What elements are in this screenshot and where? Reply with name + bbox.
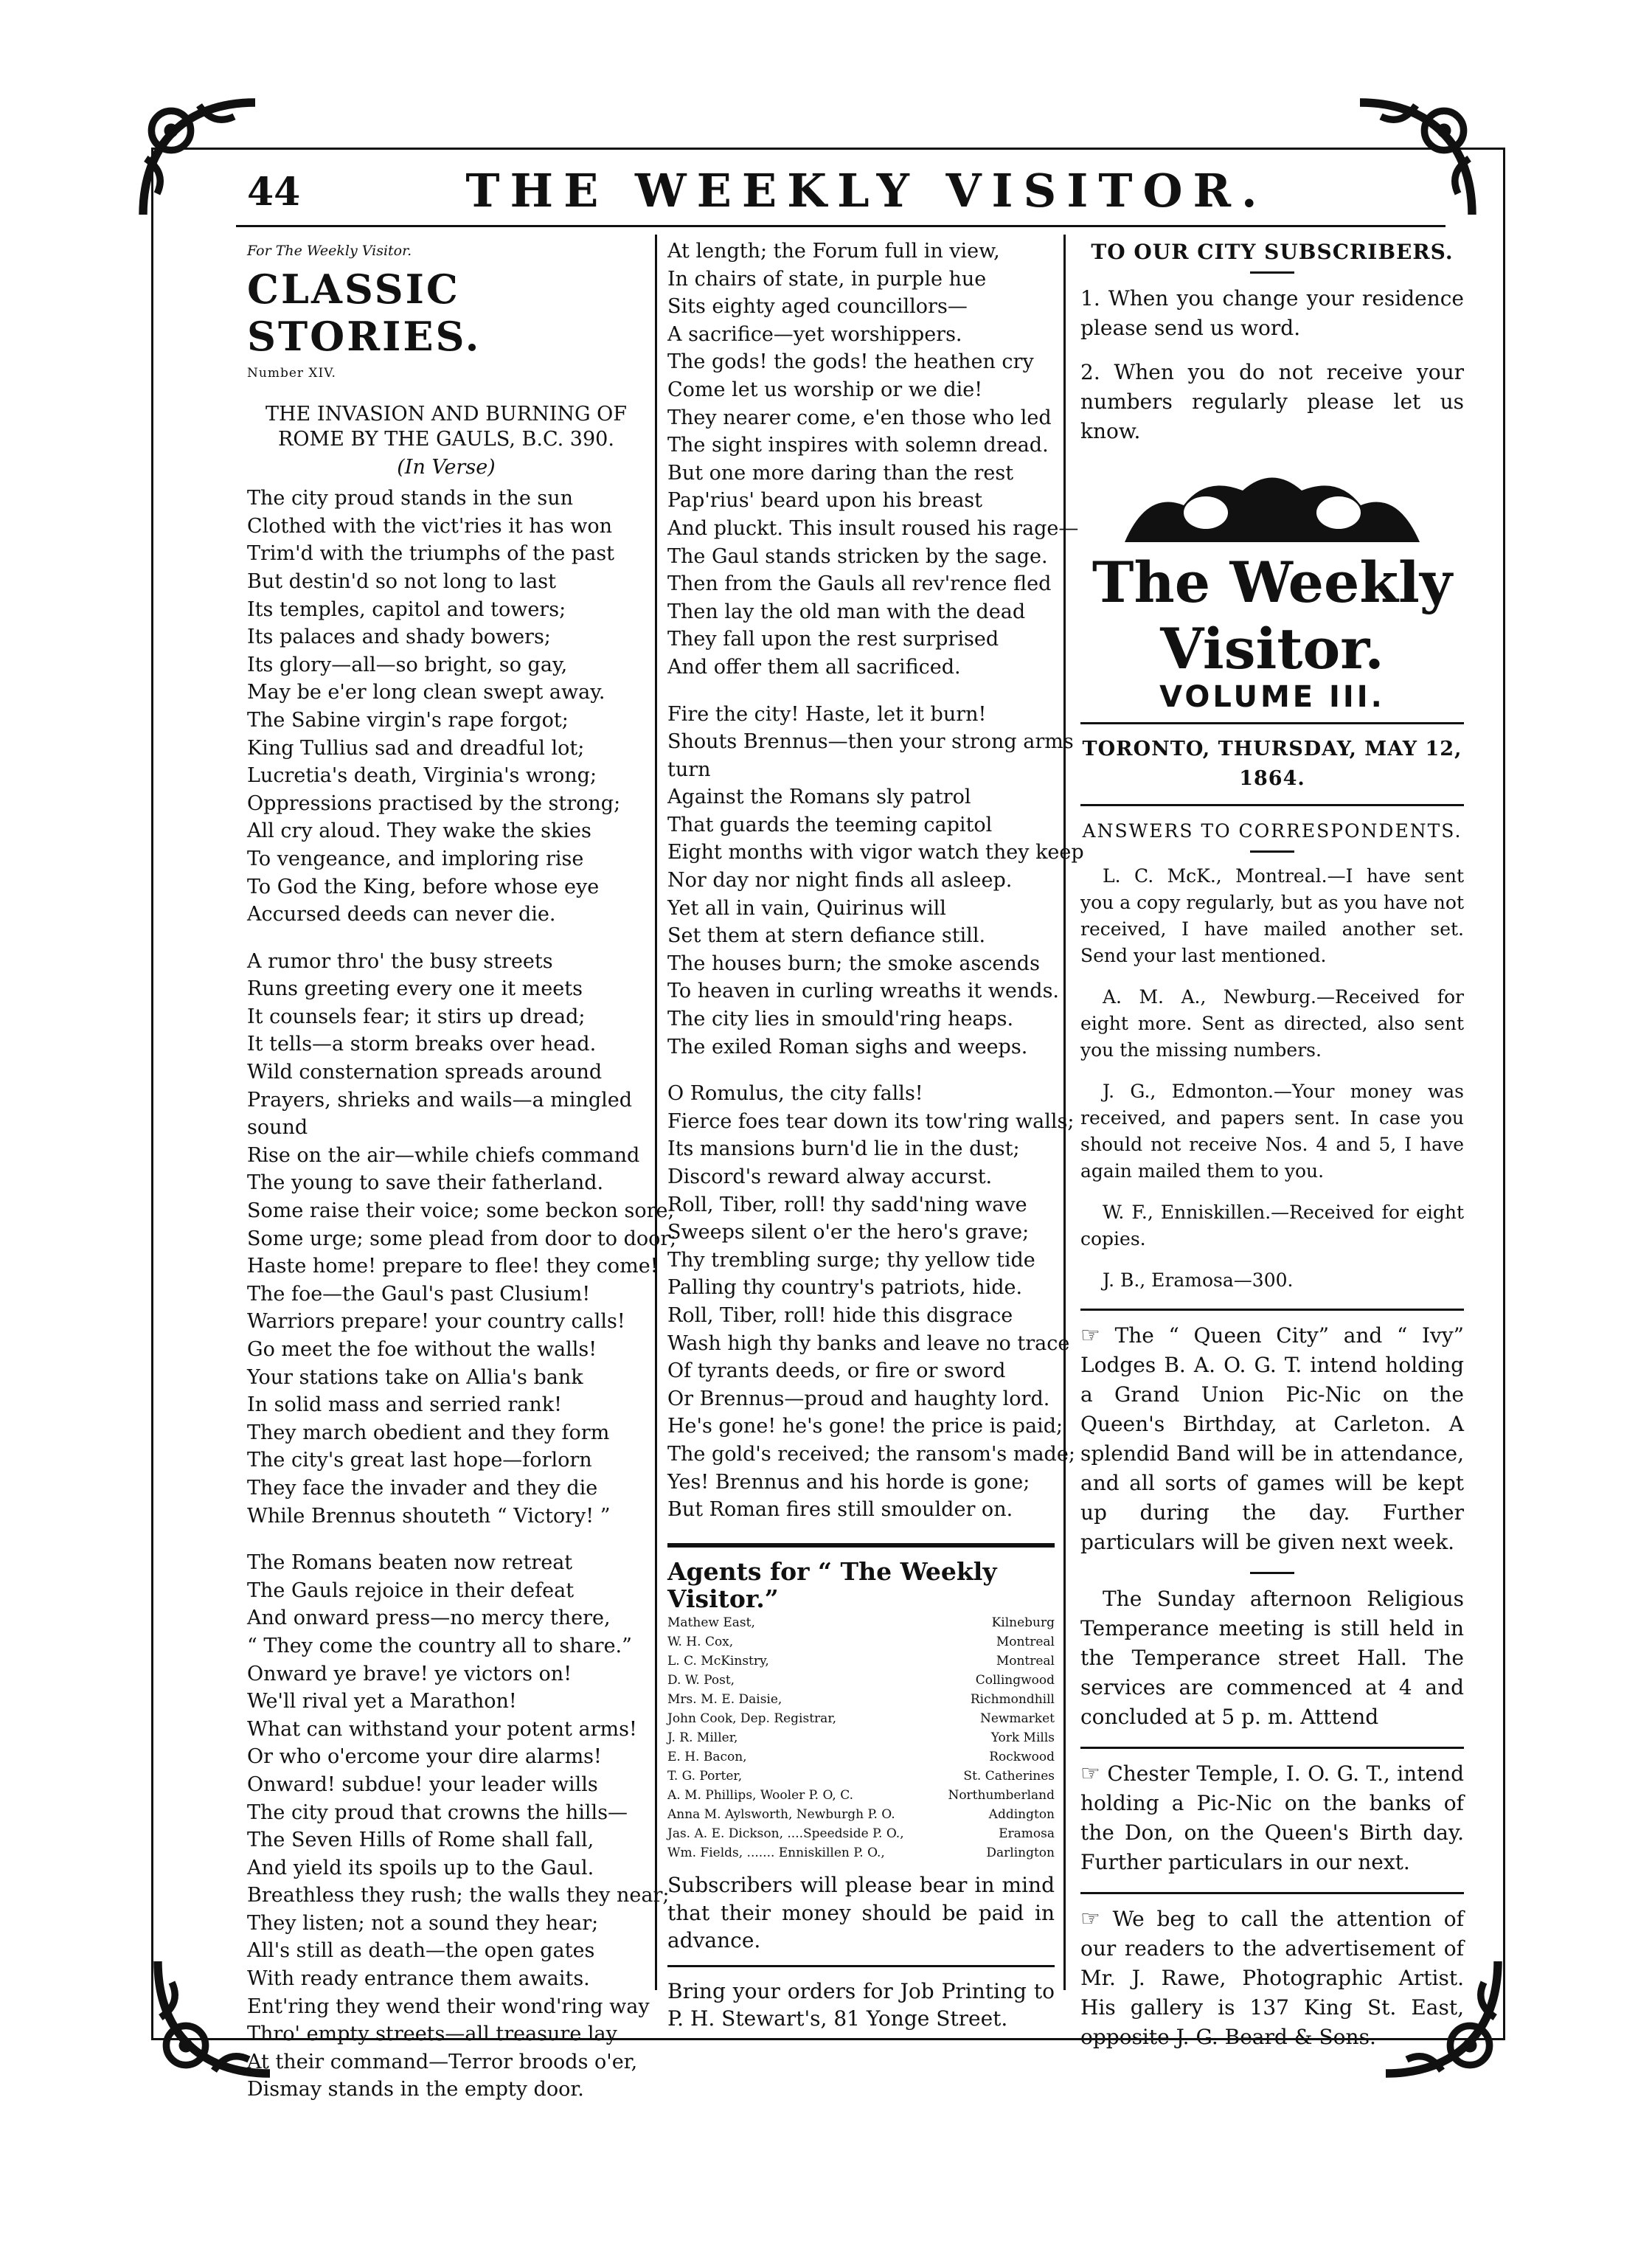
- pointing-hand-icon: ☞: [1080, 1906, 1100, 1932]
- poem-line: Ent'ring they wend their wond'ring way: [247, 1995, 650, 2018]
- notice-queen-city: [1080, 1321, 1464, 1557]
- poem-line: The young to save their fatherland.: [247, 1171, 604, 1195]
- poem-line: Rise on the air—while chiefs command: [247, 1143, 640, 1167]
- poem-line: What can withstand your potent arms!: [247, 1717, 637, 1741]
- poem-line: Yet all in vain, Quirinus will: [667, 896, 946, 920]
- agent-row: [667, 1709, 1055, 1728]
- poem-line: Its glory—all—so bright, so gay,: [247, 653, 568, 676]
- poem-line: Come let us worship or we die!: [667, 378, 983, 401]
- poem-line: Yes! Brennus and his horde is gone;: [667, 1470, 1030, 1494]
- poem-line: Its mansions burn'd lie in the dust;: [667, 1137, 1020, 1161]
- poem-line: Your stations take on Allia's bank: [247, 1365, 583, 1389]
- section-rule: [1080, 1892, 1464, 1894]
- article-number: Number XIV.: [247, 365, 336, 381]
- poem-line: Lucretia's death, Virginia's wrong;: [247, 764, 597, 788]
- agent-name: A. M. Phillips, Wooler P. O, C.: [667, 1787, 854, 1803]
- agent-place: Addington: [988, 1806, 1055, 1822]
- poem-stanzas: [667, 238, 1084, 1524]
- city-item: 2. When you do not receive your numbers regularly please let us know.: [1080, 360, 1464, 443]
- poem-line: We'll rival yet a Marathon!: [247, 1690, 517, 1713]
- masthead-title: THE WEEKLY VISITOR.: [465, 164, 1268, 218]
- agent-name: Anna M. Aylsworth, Newburgh P. O.: [667, 1806, 895, 1822]
- agent-name: Mathew East,: [667, 1615, 755, 1630]
- poem-line: They face the invader and they die: [247, 1476, 598, 1500]
- paper-title: The Weekly Visitor.: [1092, 550, 1453, 682]
- poem-line: The Gauls rejoice in their defeat: [247, 1579, 575, 1602]
- section-rule: [667, 1965, 1055, 1967]
- agent-row: [667, 1690, 1055, 1709]
- poem-stanza: [667, 701, 1084, 1061]
- poem-line: Prayers, shrieks and wails—a mingled: [247, 1088, 633, 1112]
- poem-line: Sweeps silent o'er the hero's grave;: [667, 1221, 1030, 1244]
- answer-item: A. M. A., Newburg.—Received for eight more. Sent as directed, also sent you the missing numbers.: [1080, 986, 1464, 1061]
- lion-ornament-icon: [1117, 461, 1427, 550]
- poem-line: Roll, Tiber, roll! thy sadd'ning wave: [667, 1193, 1027, 1216]
- poem-line: O Romulus, the city falls!: [667, 1082, 923, 1106]
- poem-line: All's still as death—the open gates: [247, 1939, 595, 1963]
- poem-line: A sacrifice—yet worshippers.: [667, 322, 962, 346]
- section-rule: [1080, 804, 1464, 806]
- poem-line: Dismay stands in the empty door.: [247, 2078, 584, 2101]
- agent-row: [667, 1632, 1055, 1652]
- agent-row: [667, 1767, 1055, 1786]
- article-subtitle: ROME BY THE GAULS, B.C. 390.: [278, 428, 614, 451]
- poem-line: “ They come the country all to share.”: [247, 1634, 632, 1657]
- agent-name: Mrs. M. E. Daisie,: [667, 1691, 782, 1707]
- poem-line: Thy trembling surge; thy yellow tide: [667, 1248, 1035, 1272]
- section-rule: [1080, 1747, 1464, 1749]
- poem-line: Wash high thy banks and leave no trace: [667, 1331, 1070, 1355]
- poem-line: To heaven in curling wreaths it wends.: [667, 980, 1060, 1003]
- section-rule: [1080, 1309, 1464, 1311]
- agent-name: John Cook, Dep. Registrar,: [667, 1711, 836, 1726]
- poem-stanza: [247, 485, 645, 929]
- poem-line: With ready entrance them awaits.: [247, 1967, 590, 1991]
- poem-line: Then lay the old man with the dead: [667, 600, 1026, 623]
- poem-line: And onward press—no mercy there,: [247, 1607, 611, 1630]
- poem-stanza: [247, 1549, 670, 2104]
- poem-line: Runs greeting every one it meets: [247, 977, 583, 1001]
- poem-line: Sits eighty aged councillors—: [667, 295, 968, 319]
- answers-title: ANSWERS TO CORRESPONDENTS.: [1082, 820, 1462, 842]
- subscribers-note: Subscribers will please bear in mind that their money should be paid in advance.: [667, 1872, 1055, 1953]
- agents-list: [667, 1613, 1055, 1862]
- notice-text: The “ Queen City” and “ Ivy” Lodges B. A. O. G. T. intend holding a Grand Union Pic-Nic on the Queen's Birthday, at Carleton. A splendid Band will be in attendance, and all sorts of games will be kept up during the day. Further particulars will be given next week.: [1080, 1323, 1464, 1554]
- agent-place: Rockwood: [989, 1749, 1055, 1764]
- poem-line: Discord's reward alway accurst.: [667, 1165, 993, 1188]
- poem-line: But Roman fires still smoulder on.: [667, 1498, 1013, 1522]
- poem-line: Of tyrants deeds, or fire or sword: [667, 1359, 1006, 1383]
- poem-line: They nearer come, e'en those who led: [667, 406, 1052, 429]
- corner-ornament-icon: [1346, 89, 1486, 229]
- for-line: For The Weekly Visitor.: [247, 243, 412, 259]
- poem-line: It counsels fear; it stirs up dread;: [247, 1005, 586, 1028]
- poem-line: Or Brennus—proud and haughty lord.: [667, 1387, 1050, 1410]
- poem-line: Oppressions practised by the strong;: [247, 791, 621, 815]
- poem-line: Haste home! prepare to flee! they come!: [247, 1255, 659, 1278]
- poem-line: Clothed with the vict'ries it has won: [247, 514, 612, 538]
- poem-line: He's gone! he's gone! the price is paid;: [667, 1415, 1063, 1438]
- agent-name: D. W. Post,: [667, 1672, 735, 1688]
- agent-row: [667, 1747, 1055, 1767]
- agent-row: [667, 1652, 1055, 1671]
- poem-line: turn: [667, 758, 711, 781]
- article-subtitle: THE INVASION AND BURNING OF: [265, 403, 628, 426]
- poem-stanza: [667, 1080, 1075, 1524]
- poem-line: Then from the Gauls all rev'rence fled: [667, 572, 1052, 596]
- agent-place: Newmarket: [979, 1711, 1055, 1726]
- answer-item: L. C. McK., Montreal.—I have sent you a copy regularly, but as you have not received, I have mailed another set. Send your last mentioned.: [1080, 865, 1464, 966]
- poem-line: Or who o'ercome your dire alarms!: [247, 1745, 602, 1769]
- poem-line: And pluckt. This insult roused his rage—: [667, 516, 1079, 540]
- pointing-hand-icon: ☞: [1080, 1761, 1100, 1787]
- right-column: [1080, 238, 1464, 2067]
- poem-line: Nor day nor night finds all asleep.: [667, 869, 1013, 893]
- agent-row: [667, 1805, 1055, 1824]
- poem-line: Roll, Tiber, roll! hide this disgrace: [667, 1303, 1013, 1327]
- city-subscribers-title: TO OUR CITY SUBSCRIBERS.: [1091, 240, 1454, 264]
- volume-label: VOLUME III.: [1159, 680, 1385, 714]
- pointing-hand-icon: ☞: [1080, 1323, 1100, 1348]
- poem-line: The Gaul stands stricken by the sage.: [667, 544, 1048, 568]
- poem-line: Thro' empty streets—all treasure lay: [247, 2023, 617, 2046]
- poem-line: The Sabine virgin's rape forgot;: [247, 708, 569, 732]
- city-item: 1. When you change your residence please send us word.: [1080, 286, 1464, 340]
- poem-line: They fall upon the rest surprised: [667, 628, 999, 651]
- poem-stanza: [667, 238, 1079, 682]
- poem-line: The gold's received; the ransom's made;: [667, 1442, 1075, 1466]
- notice-chester: [1080, 1759, 1464, 1877]
- answer-item: W. F., Enniskillen.—Received for eight copies.: [1080, 1202, 1464, 1250]
- poem-line: It tells—a storm breaks over head.: [247, 1033, 597, 1056]
- poem-line: Accursed deeds can never die.: [247, 903, 556, 926]
- dateline: TORONTO, THURSDAY, MAY 12, 1864.: [1082, 738, 1462, 790]
- poem-line: At their command—Terror broods o'er,: [247, 2050, 638, 2073]
- poem-line: The gods! the gods! the heathen cry: [667, 350, 1034, 374]
- agent-name: Wm. Fields, ....... Enniskillen P. O.,: [667, 1845, 885, 1860]
- poem-line: Breathless they rush; the walls they near;: [247, 1884, 670, 1907]
- middle-column: [667, 238, 1084, 2033]
- poem-line: They listen; not a sound they hear;: [247, 1911, 599, 1935]
- agent-place: York Mills: [990, 1730, 1055, 1745]
- left-column: [247, 238, 677, 2123]
- poem-line: While Brennus shouteth “ Victory! ”: [247, 1504, 611, 1528]
- poem-stanzas: [247, 485, 677, 2104]
- masthead-rule: [236, 225, 1446, 227]
- poem-line: All cry aloud. They wake the skies: [247, 819, 591, 843]
- divider: [1250, 850, 1294, 853]
- poem-line: Pap'rius' beard upon his breast: [667, 489, 983, 513]
- poem-line: Wild consternation spreads around: [247, 1061, 603, 1084]
- column-rule: [655, 235, 657, 1990]
- agent-place: Richmondhill: [970, 1691, 1055, 1707]
- poem-line: Eight months with vigor watch they keep: [667, 841, 1084, 864]
- poem-line: The Romans beaten now retreat: [247, 1551, 573, 1575]
- agent-name: L. C. McKinstry,: [667, 1653, 769, 1668]
- notice-text: Chester Temple, I. O. G. T., intend holding a Pic-Nic on the banks of the Don, on the Queen's Birth day. Further particulars in our next.: [1080, 1761, 1464, 1874]
- agent-row: [667, 1613, 1055, 1632]
- notice-sunday: The Sunday afternoon Religious Temperance meeting is still held in the Temperance street Hall. The services are commenced at 4 and concluded at 5 p. m. Atttend: [1080, 1587, 1464, 1729]
- poem-line: The city proud that crowns the hills—: [247, 1801, 628, 1824]
- notice-rawe: [1080, 1905, 1464, 2052]
- poem-line: In chairs of state, in purple hue: [667, 267, 987, 291]
- answers-list: [1080, 863, 1464, 1294]
- poem-line: At length; the Forum full in view,: [667, 240, 1000, 263]
- agent-place: Montreal: [996, 1653, 1055, 1668]
- job-printing-note: Bring your orders for Job Printing to P. H. Stewart's, 81 Yonge Street.: [667, 1978, 1055, 2031]
- poem-line: The city proud stands in the sun: [247, 487, 574, 510]
- poem-line: The sight inspires with solemn dread.: [667, 434, 1049, 457]
- poem-line: To God the King, before whose eye: [247, 875, 600, 898]
- agent-row: [667, 1786, 1055, 1805]
- poem-line: And offer them all sacrificed.: [667, 655, 961, 679]
- poem-stanza: [247, 948, 677, 1530]
- poem-line: Its palaces and shady bowers;: [247, 626, 551, 649]
- page-number: 44: [247, 170, 301, 215]
- agent-name: T. G. Porter,: [667, 1768, 743, 1784]
- answer-item: J. G., Edmonton.—Your money was received, and papers sent. In case you should not receive Nos. 4 and 5, I have again mailed them to you.: [1080, 1081, 1464, 1182]
- poem-line: Go meet the foe without the walls!: [247, 1338, 597, 1361]
- agent-row: [667, 1843, 1055, 1862]
- agent-place: Kilneburg: [991, 1615, 1055, 1630]
- agent-name: J. R. Miller,: [667, 1730, 738, 1745]
- agent-place: St. Catherines: [963, 1768, 1055, 1784]
- agent-place: Darlington: [986, 1845, 1055, 1860]
- poem-line: That guards the teeming capitol: [667, 813, 993, 836]
- in-verse-label: (In Verse): [397, 456, 496, 479]
- poem-line: sound: [247, 1116, 308, 1140]
- poem-line: The foe—the Gaul's past Clusium!: [247, 1282, 591, 1306]
- poem-line: May be e'er long clean swept away.: [247, 681, 605, 704]
- poem-line: A rumor thro' the busy streets: [247, 949, 553, 973]
- poem-line: Against the Romans sly patrol: [667, 786, 971, 809]
- poem-line: The city lies in smould'ring heaps.: [667, 1008, 1014, 1031]
- poem-line: Trim'd with the triumphs of the past: [247, 542, 615, 566]
- poem-line: Some raise their voice; some beckon sore;: [247, 1199, 675, 1223]
- notice-text: We beg to call the attention of our readers to the advertisement of Mr. J. Rawe, Photographic Artist. His gallery is 137 King St. East, opposite J. G. Beard & Sons.: [1080, 1907, 1464, 2049]
- agent-place: Northumberland: [948, 1787, 1055, 1803]
- poem-line: Onward ye brave! ye victors on!: [247, 1662, 572, 1685]
- poem-line: But one more daring than the rest: [667, 461, 1014, 485]
- poem-line: Shouts Brennus—then your strong arms: [667, 730, 1074, 754]
- poem-line: In solid mass and serried rank!: [247, 1393, 562, 1417]
- divider: [1250, 1572, 1294, 1574]
- agent-name: W. H. Cox,: [667, 1634, 734, 1649]
- agent-place: Collingwood: [975, 1672, 1055, 1688]
- poem-line: Fierce foes tear down its tow'ring walls;: [667, 1109, 1075, 1133]
- agent-row: [667, 1728, 1055, 1747]
- agent-row: [667, 1671, 1055, 1690]
- poem-line: To vengeance, and imploring rise: [247, 847, 584, 870]
- agents-title: Agents for “ The Weekly Visitor.”: [667, 1556, 997, 1614]
- poem-line: The exiled Roman sighs and weeps.: [667, 1035, 1028, 1058]
- poem-line: They march obedient and they form: [247, 1421, 610, 1444]
- agent-name: E. H. Bacon,: [667, 1749, 747, 1764]
- poem-line: The Seven Hills of Rome shall fall,: [247, 1829, 594, 1852]
- poem-line: The houses burn; the smoke ascends: [667, 952, 1040, 975]
- poem-line: But destin'd so not long to last: [247, 569, 556, 593]
- poem-line: Warriors prepare! your country calls!: [247, 1310, 625, 1334]
- poem-line: Fire the city! Haste, let it burn!: [667, 702, 987, 726]
- poem-line: And yield its spoils up to the Gaul.: [247, 1856, 594, 1879]
- poem-line: Set them at stern defiance still.: [667, 924, 986, 948]
- poem-line: The city's great last hope—forlorn: [247, 1449, 592, 1472]
- agent-row: [667, 1824, 1055, 1843]
- poem-line: King Tullius sad and dreadful lot;: [247, 736, 585, 760]
- agent-place: Eramosa: [999, 1826, 1055, 1841]
- section-rule: [667, 1543, 1055, 1548]
- poem-line: Some urge; some plead from door to door;: [247, 1227, 677, 1250]
- section-rule: [1080, 722, 1464, 724]
- article-title: CLASSIC STORIES.: [247, 265, 482, 360]
- agent-name: Jas. A. E. Dickson, ....Speedside P. O.,: [667, 1826, 904, 1841]
- poem-line: Palling thy country's patriots, hide.: [667, 1276, 1023, 1300]
- poem-line: Onward! subdue! your leader wills: [247, 1772, 598, 1796]
- agent-place: Montreal: [996, 1634, 1055, 1649]
- divider: [1250, 271, 1294, 274]
- poem-line: Its temples, capitol and towers;: [247, 597, 566, 621]
- answer-item: J. B., Eramosa—300.: [1103, 1269, 1294, 1291]
